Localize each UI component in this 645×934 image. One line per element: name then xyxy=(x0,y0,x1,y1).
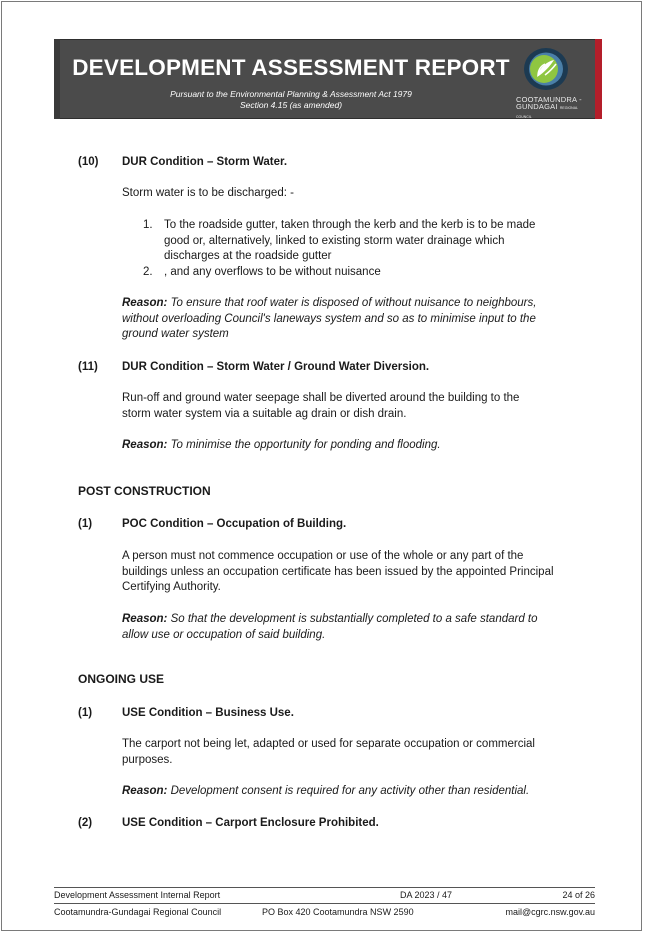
report-title: DEVELOPMENT ASSESSMENT REPORT xyxy=(72,55,510,80)
condition-11-number: (11) xyxy=(78,361,98,373)
use-condition-2-title: USE Condition – Carport Enclosure Prohibited. xyxy=(122,817,379,829)
banner-edge xyxy=(54,39,60,119)
subtitle-act: Pursuant to the Environmental Planning & Assessment Act 1979 xyxy=(170,89,412,99)
reason-label: Reason: xyxy=(122,439,168,451)
condition-10-title: DUR Condition – Storm Water. xyxy=(122,156,288,168)
reason-label: Reason: xyxy=(122,785,168,797)
list-item-2-text: , and any overflows to be without nuisance xyxy=(164,266,381,278)
list-item-2-number: 2. xyxy=(143,266,153,278)
footer-council-name: Cootamundra-Gundagai Regional Council xyxy=(54,907,222,917)
subtitle-section: Section 4.15 (as amended) xyxy=(239,100,343,110)
condition-11-reason: Reason: To minimise the opportunity for ponding and flooding. xyxy=(122,439,441,451)
report-subtitle xyxy=(62,89,520,111)
use-condition-2-number: (2) xyxy=(78,817,93,829)
condition-10-reason: Reason: To ensure that roof water is disposed of without nuisance to neighbours, without overloading Council's laneways system and so as to minimise input to the ground water system xyxy=(122,297,537,340)
poc-condition-body: A person must not commence occupation or use of the whole or any part of the buildings unless an occupation certificate has been issued by the appointed Principal Certifying Authority. xyxy=(122,550,554,593)
reason-label: Reason: xyxy=(122,297,168,309)
use-condition-1-reason: Reason: Development consent is required for any activity other than residential. xyxy=(122,785,530,797)
footer-report-name: Development Assessment Internal Report xyxy=(54,890,221,900)
footer-page-number: 24 of 26 xyxy=(562,890,595,900)
list-item-1-text: To the roadside gutter, taken through the kerb and the kerb is to be made good or, alternatively, linked to existing storm water drainage which discharges at the roadside gutter xyxy=(164,219,536,262)
footer-rule-bottom xyxy=(54,903,595,904)
poc-condition-reason: Reason: So that the development is substantially completed to a safe standard to allow use or occupation of said building. xyxy=(122,613,538,641)
logo-wordmark: COOTAMUNDRA - GUNDAGAI REGIONAL COUNCIL xyxy=(516,95,582,119)
reason-label: Reason: xyxy=(122,613,168,625)
footer-email: mail@cgrc.nsw.gov.au xyxy=(505,907,595,917)
use-condition-1-number: (1) xyxy=(78,707,93,719)
post-construction-heading: POST CONSTRUCTION xyxy=(78,484,211,498)
ongoing-use-heading: ONGOING USE xyxy=(78,672,165,686)
footer-rule-top xyxy=(54,887,595,888)
use-condition-1-body: The carport not being let, adapted or used for separate occupation or commercial purposes. xyxy=(122,738,535,766)
footer-address: PO Box 420 Cootamundra NSW 2590 xyxy=(262,907,414,917)
condition-10-intro: Storm water is to be discharged: - xyxy=(122,187,294,199)
poc-condition-number: (1) xyxy=(78,518,93,530)
condition-11-title: DUR Condition – Storm Water / Ground Water Diversion. xyxy=(122,361,430,373)
condition-11-body: Run-off and ground water seepage shall be diverted around the building to the storm water system via a suitable ag drain or dish drain. xyxy=(122,392,520,420)
use-condition-1-title: USE Condition – Business Use. xyxy=(122,707,294,719)
banner-accent-stripe xyxy=(595,39,602,119)
list-item-1-number: 1. xyxy=(143,219,153,231)
poc-condition-title: POC Condition – Occupation of Building. xyxy=(122,518,347,530)
footer-da-number: DA 2023 / 47 xyxy=(400,890,453,900)
condition-10-number: (10) xyxy=(78,156,99,168)
